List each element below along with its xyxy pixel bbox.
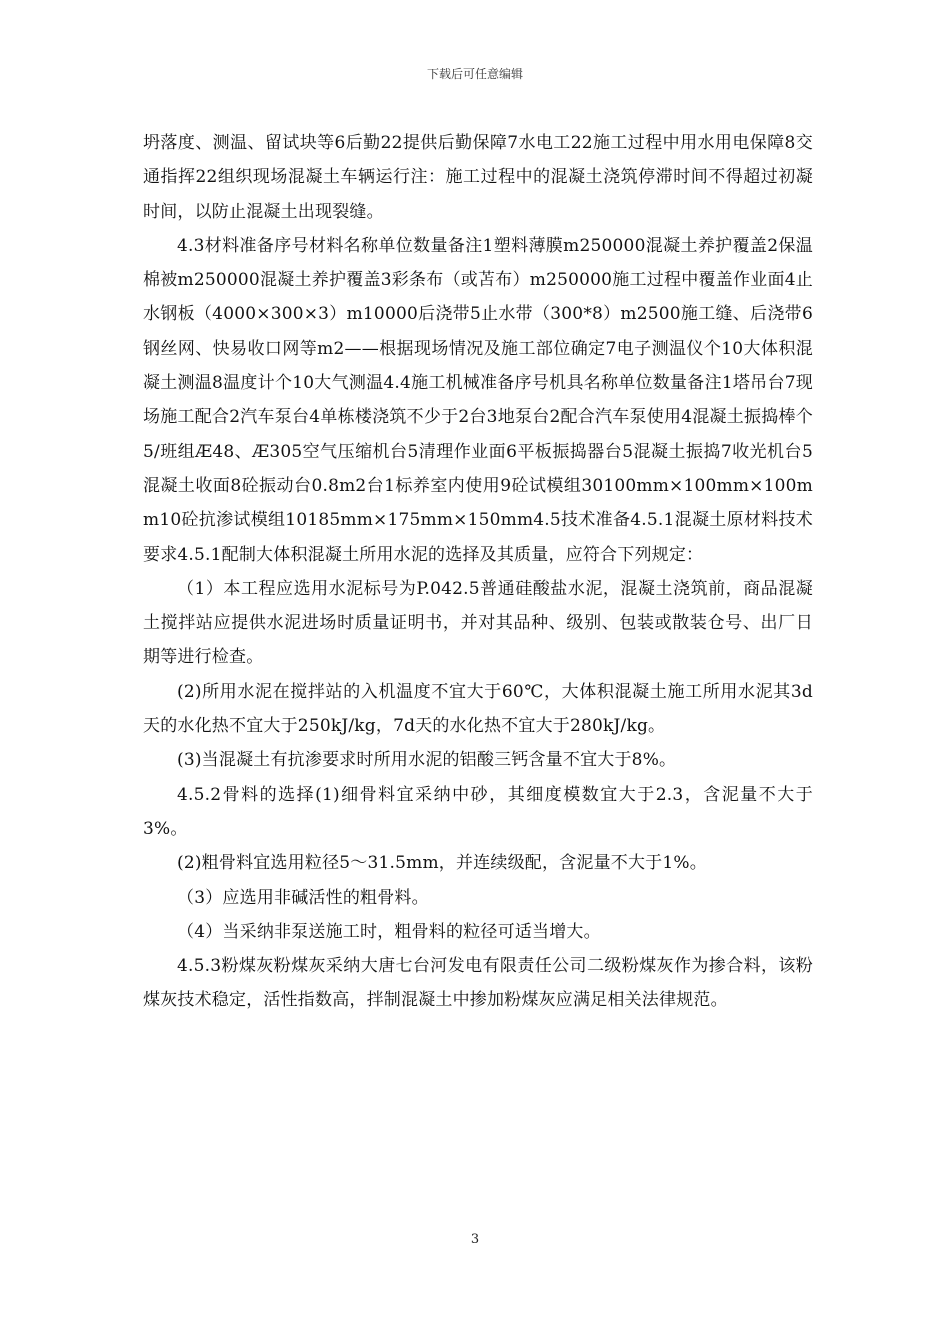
paragraph-cement-temperature: (2)所用水泥在搅拌站的入机温度不宜大于60℃，大体积混凝土施工所用水泥其3d天的水化热不宜大于250kJ/kg，7d天的水化热不宜大于280kJ/kg。 [143, 681, 813, 737]
page-header: 下载后可任意编辑 [426, 67, 523, 81]
document-body [143, 126, 813, 1018]
paragraph-fly-ash: 4.5.3粉煤灰粉煤灰采纳大唐七台河发电有限责任公司二级粉煤灰作为掺合料，该粉煤灰技术稳定，活性指数高，拌制混凝土中掺加粉煤灰应满足相关法律规范。 [143, 956, 813, 1011]
paragraph-cement-c3a: (3)当混凝土有抗渗要求时所用水泥的铝酸三钙含量不宜大于8%。 [177, 750, 677, 771]
paragraph-fine-aggregate: 4.5.2骨料的选择(1)细骨料宜采纳中砂，其细度模数宜大于2.3，含泥量不大于3%。 [143, 784, 813, 839]
paragraph-cement-grade: （1）本工程应选用水泥标号为P.042.5普通硅酸盐水泥，混凝土浇筑前，商品混凝土搅拌站应提供水泥进场时质量证明书，并对其品种、级别、包装或散装仓号、出厂日期等进行检查。 [143, 578, 813, 668]
paragraph-materials-machinery: 4.3材料准备序号材料名称单位数量备注1塑料薄膜m250000混凝土养护覆盖2保温棉被m250000混凝土养护覆盖3彩条布（或苫布）m250000施工过程中覆盖作业面4止水钢板（4000×300×3）m10000后浇带5止水带（300*8）m2500施工缝、后浇带6钢丝网、快易收口网等m2——根据现场情况及施工部位确定7电子测温仪个10大体积混凝土测温8温度计个10大气测温4.4施工机械准备序号机具名称单位数量备注1塔吊台7现场施工配合2汽车泵台4单栋楼浇筑不少于2台3地泵台2配合汽车泵使用4混凝土振捣棒个5/班组Æ48、Æ305空气压缩机台5清理作业面6平板振捣器台5混凝土振捣7收光机台5混凝土收面8砼振动台0.8m2台1标养室内使用9砼试模组30100mm×100mm×100mm10砼抗渗试模组10185mm×175mm×150mm4.5技术准备4.5.1混凝土原材料技术要求4.5.1配制大体积混凝土所用水泥的选择及其质量，应符合下列规定： [143, 235, 813, 565]
paragraph-non-alkali-aggregate: （3）应选用非碱活性的粗骨料。 [177, 887, 429, 908]
paragraph-continuation: 坍落度、测温、留试块等6后勤22提供后勤保障7水电工22施工过程中用水用电保障8交通指挥22组织现场混凝土车辆运行注：施工过程中的混凝土浇筑停滞时间不得超过初凝时间，以防止混凝土出现裂缝。 [143, 133, 813, 222]
paragraph-non-pumped: （4）当采纳非泵送施工时，粗骨料的粒径可适当增大。 [177, 921, 601, 942]
paragraph-coarse-aggregate: (2)粗骨料宜选用粒径5～31.5mm，并连续级配，含泥量不大于1%。 [177, 853, 707, 874]
page-number: 3 [470, 1232, 480, 1247]
